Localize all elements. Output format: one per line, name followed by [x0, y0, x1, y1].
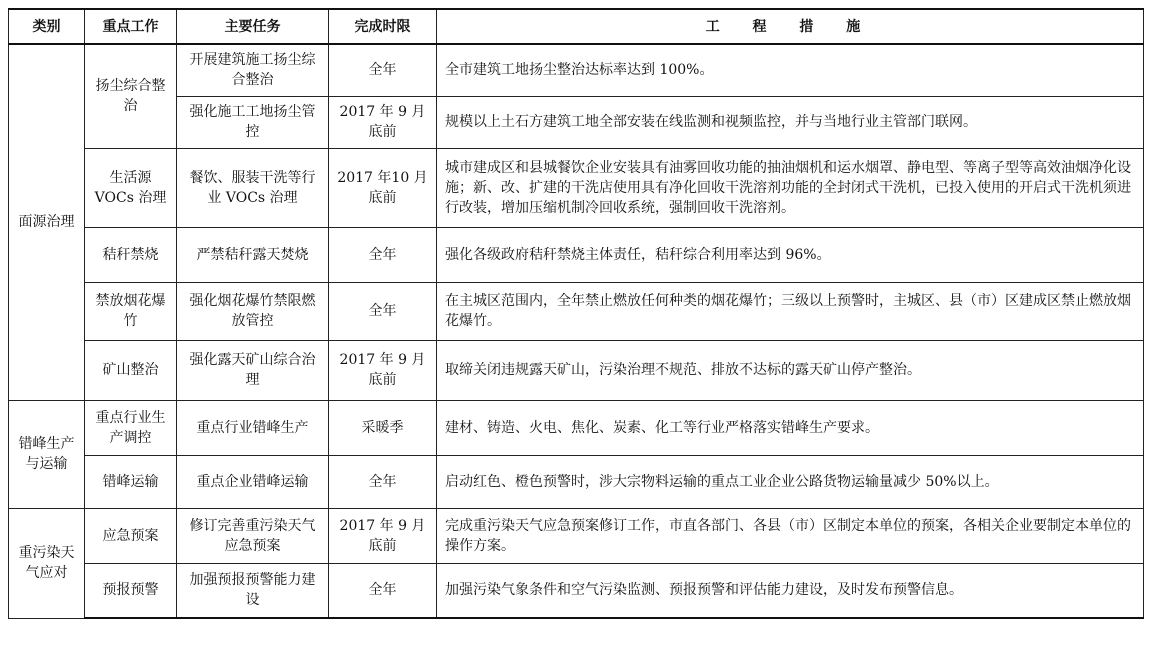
category-cell: 面源治理: [9, 44, 85, 400]
measure-cell: 城市建成区和县城餐饮企业安装具有油雾回收功能的抽油烟机和运水烟罩、静电型、等离子型等高效油烟净化设施；新、改、扩建的干洗店使用具有净化回收干洗溶剂功能的全封闭式干洗机，已投入使用的开启式干洗机须进行改装，增加压缩机制冷回收系统，强制回收干洗溶剂。: [437, 148, 1144, 227]
table-row: [9, 96, 1144, 148]
table-row: [9, 455, 1144, 508]
header-main-task: 主要任务: [177, 9, 329, 44]
deadline-cell: 全年: [329, 563, 437, 618]
category-cell: 错峰生产与运输: [9, 400, 85, 508]
header-key-work: 重点工作: [85, 9, 177, 44]
header-row: [9, 9, 1144, 44]
measure-cell: 全市建筑工地扬尘整治达标率达到 100%。: [437, 44, 1144, 96]
measure-cell: 规模以上土石方建筑工地全部安装在线监测和视频监控，并与当地行业主管部门联网。: [437, 96, 1144, 148]
table-row: [9, 282, 1144, 340]
task-cell: 加强预报预警能力建设: [177, 563, 329, 618]
deadline-cell: 2017 年10 月底前: [329, 148, 437, 227]
task-cell: 严禁秸秆露天焚烧: [177, 227, 329, 282]
deadline-cell: 全年: [329, 455, 437, 508]
task-cell: 强化烟花爆竹禁限燃放管控: [177, 282, 329, 340]
key-work-cell: 秸秆禁烧: [85, 227, 177, 282]
table-row: [9, 563, 1144, 618]
table-row: [9, 400, 1144, 455]
deadline-cell: 2017 年 9 月底前: [329, 508, 437, 563]
key-work-cell: 重点行业生产调控: [85, 400, 177, 455]
measure-cell: 取缔关闭违规露天矿山，污染治理不规范、排放不达标的露天矿山停产整治。: [437, 340, 1144, 400]
task-cell: 重点企业错峰运输: [177, 455, 329, 508]
task-cell: 餐饮、服装干洗等行业 VOCs 治理: [177, 148, 329, 227]
deadline-cell: 全年: [329, 227, 437, 282]
key-work-cell: 应急预案: [85, 508, 177, 563]
measure-cell: 启动红色、橙色预警时，涉大宗物料运输的重点工业企业公路货物运输量减少 50%以上。: [437, 455, 1144, 508]
category-cell: 重污染天气应对: [9, 508, 85, 618]
header-measures: 工 程 措 施: [437, 9, 1144, 44]
key-work-cell: 禁放烟花爆竹: [85, 282, 177, 340]
task-cell: 修订完善重污染天气应急预案: [177, 508, 329, 563]
key-work-cell: 矿山整治: [85, 340, 177, 400]
deadline-cell: 全年: [329, 44, 437, 96]
table-row: [9, 44, 1144, 96]
key-work-cell: 错峰运输: [85, 455, 177, 508]
key-work-cell: 扬尘综合整治: [85, 44, 177, 148]
header-category: 类别: [9, 9, 85, 44]
measure-cell: 完成重污染天气应急预案修订工作，市直各部门、各县（市）区制定本单位的预案，各相关企业要制定本单位的操作方案。: [437, 508, 1144, 563]
key-work-cell: 生活源 VOCs 治理: [85, 148, 177, 227]
task-cell: 强化露天矿山综合治理: [177, 340, 329, 400]
measure-cell: 强化各级政府秸秆禁烧主体责任，秸秆综合利用率达到 96%。: [437, 227, 1144, 282]
deadline-cell: 全年: [329, 282, 437, 340]
table-row: [9, 148, 1144, 227]
table-row: [9, 340, 1144, 400]
measures-table: [8, 8, 1144, 619]
key-work-cell: 预报预警: [85, 563, 177, 618]
task-cell: 重点行业错峰生产: [177, 400, 329, 455]
task-cell: 开展建筑施工扬尘综合整治: [177, 44, 329, 96]
deadline-cell: 采暖季: [329, 400, 437, 455]
task-cell: 强化施工工地扬尘管控: [177, 96, 329, 148]
header-deadline: 完成时限: [329, 9, 437, 44]
table-row: [9, 227, 1144, 282]
table-row: [9, 508, 1144, 563]
measure-cell: 加强污染气象条件和空气污染监测、预报预警和评估能力建设，及时发布预警信息。: [437, 563, 1144, 618]
deadline-cell: 2017 年 9 月底前: [329, 96, 437, 148]
measure-cell: 在主城区范围内，全年禁止燃放任何种类的烟花爆竹；三级以上预警时，主城区、县（市）区建成区禁止燃放烟花爆竹。: [437, 282, 1144, 340]
measure-cell: 建材、铸造、火电、焦化、炭素、化工等行业严格落实错峰生产要求。: [437, 400, 1144, 455]
deadline-cell: 2017 年 9 月底前: [329, 340, 437, 400]
